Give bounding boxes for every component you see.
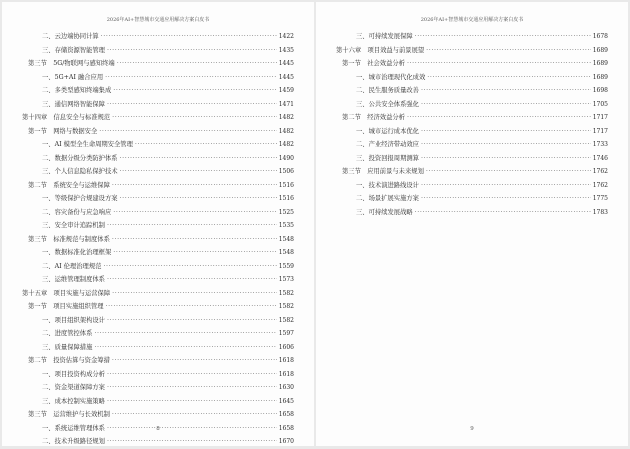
toc-entry-page-number: 1506 xyxy=(278,168,294,175)
toc-entry-page-number: 1525 xyxy=(278,208,294,216)
toc-entry-page-number: 1733 xyxy=(592,141,608,148)
toc-entry-title: 二、进度管控体系 xyxy=(42,330,93,337)
toc-entry-title: 三、质量保障措施 xyxy=(42,343,93,351)
toc-entry-page-number: 1775 xyxy=(592,195,608,202)
dot-leader xyxy=(101,30,277,44)
dot-leader xyxy=(120,192,277,206)
toc-entry-page-number: 1658 xyxy=(278,411,294,418)
dot-leader xyxy=(99,125,276,139)
toc-entry-page-number: 1535 xyxy=(278,222,294,229)
toc-entry-page-number: 1490 xyxy=(278,154,294,162)
toc-entry[interactable] xyxy=(22,246,294,260)
toc-entry[interactable] xyxy=(22,435,294,449)
toc-entry-page-number: 1422 xyxy=(278,33,294,40)
dot-leader xyxy=(112,287,277,301)
dot-leader xyxy=(427,71,590,85)
toc-entry-title: 一、项目组织架构设计 xyxy=(42,316,105,324)
toc-entry-title: 第一节 社会效益分析 xyxy=(342,60,405,67)
toc-entry-title: 二、民生服务质量改善 xyxy=(356,87,419,94)
toc-entry-title: 一、技术演进路线设计 xyxy=(356,181,419,189)
toc-entry[interactable] xyxy=(336,111,608,125)
dot-leader xyxy=(103,260,276,274)
dot-leader xyxy=(94,327,276,341)
toc-entry-page-number: 1482 xyxy=(278,127,294,135)
toc-entry[interactable] xyxy=(22,381,294,395)
toc-entry-title: 一、城市运行成本优化 xyxy=(356,127,419,135)
page-header: 2026年AI+智慧城市交通应用解决方案白皮书 xyxy=(420,17,524,23)
toc-entry[interactable] xyxy=(22,44,294,58)
toc-entry[interactable] xyxy=(336,179,608,193)
toc-entry-page-number: 1559 xyxy=(278,262,294,270)
toc-entry[interactable] xyxy=(336,125,608,139)
toc-entry-title: 三、存储资源智能管理 xyxy=(42,46,105,54)
toc-entry-title: 一、5G+AI 融合应用 xyxy=(42,73,104,81)
dot-leader xyxy=(94,341,276,355)
dot-leader xyxy=(112,233,277,247)
toc-entry[interactable] xyxy=(22,30,294,44)
toc-page-left xyxy=(2,2,314,446)
toc-entry-page-number: 1582 xyxy=(278,316,294,324)
dot-leader xyxy=(135,138,277,152)
toc-entry-page-number: 1630 xyxy=(278,384,294,391)
toc-entry[interactable] xyxy=(22,192,294,206)
toc-entry[interactable] xyxy=(22,300,294,314)
dot-leader xyxy=(421,84,591,98)
toc-entry-title: 第一节 网络与数据安全 xyxy=(28,127,98,135)
toc-entry-page-number: 1658 xyxy=(278,424,294,432)
dot-leader xyxy=(120,152,277,166)
page-number: 8 xyxy=(156,426,160,432)
toc-entry-page-number: 1717 xyxy=(592,114,608,121)
dot-leader xyxy=(105,71,277,85)
toc-entry-title: 三、运维管理制度体系 xyxy=(42,276,105,283)
dot-leader xyxy=(426,165,591,179)
toc-entry-title: 二、资金渠道保障方案 xyxy=(42,384,105,391)
dot-leader xyxy=(120,165,277,179)
toc-entry-page-number: 1582 xyxy=(278,289,294,297)
toc-entry-title: 一、AI 模型全生命周期安全管理 xyxy=(42,141,133,148)
toc-entry[interactable] xyxy=(22,138,294,152)
toc-entry-title: 第十六章 项目效益与前景展望 xyxy=(336,46,425,54)
toc-entry-title: 三、成本控制实施策略 xyxy=(42,397,105,405)
toc-entry[interactable] xyxy=(22,395,294,409)
toc-entry-page-number: 1689 xyxy=(592,46,608,54)
toc-entry[interactable] xyxy=(22,57,294,71)
toc-entry[interactable] xyxy=(22,206,294,220)
toc-entry-title: 第二节 经济效益分析 xyxy=(342,114,405,121)
dot-leader xyxy=(107,219,277,233)
toc-entry-title: 三、个人信息隐私保护技术 xyxy=(42,168,118,175)
dot-leader xyxy=(107,98,277,112)
toc-entry[interactable] xyxy=(22,111,294,125)
toc-entry-page-number: 1471 xyxy=(278,100,294,108)
dot-leader xyxy=(426,44,591,58)
toc-entry[interactable] xyxy=(22,341,294,355)
toc-entry[interactable] xyxy=(336,206,608,220)
dot-leader xyxy=(117,57,277,71)
toc-entry-page-number: 1689 xyxy=(592,60,608,67)
toc-entry-page-number: 1645 xyxy=(278,397,294,405)
dot-leader xyxy=(415,30,591,44)
dot-leader xyxy=(112,111,277,125)
toc-entry[interactable] xyxy=(22,327,294,341)
toc-entry-title: 三、公共安全体系强化 xyxy=(356,100,419,108)
toc-entry[interactable] xyxy=(336,71,608,85)
toc-entry-page-number: 1459 xyxy=(278,87,294,94)
toc-entry-title: 第二节 系统安全与运维保障 xyxy=(28,181,110,189)
dot-leader xyxy=(421,98,591,112)
toc-entry-title: 一、系统运维管理体系 xyxy=(42,424,105,432)
toc-entry[interactable] xyxy=(22,179,294,193)
page-number: 9 xyxy=(470,426,474,432)
toc-entry[interactable] xyxy=(22,71,294,85)
toc-entry-page-number: 1746 xyxy=(592,154,608,162)
toc-entry-title: 一、数据标准化治理框架 xyxy=(42,249,112,256)
toc-entry-page-number: 1445 xyxy=(278,60,294,67)
toc-entry[interactable] xyxy=(336,44,608,58)
toc-entry-title: 第十五章 项目实施与运营保障 xyxy=(22,289,111,297)
toc-entry-page-number: 1618 xyxy=(278,357,294,364)
dot-leader xyxy=(112,354,277,368)
dot-leader xyxy=(421,138,591,152)
toc-entry-title: 二、云边端协同计算 xyxy=(42,33,99,40)
dot-leader xyxy=(107,435,277,449)
toc-entry-title: 二、数据分级分类防护体系 xyxy=(42,154,118,162)
dot-leader xyxy=(421,125,591,139)
toc-entry[interactable] xyxy=(336,165,608,179)
dot-leader xyxy=(407,111,591,125)
toc-entry-title: 第三节 运营维护与长效机制 xyxy=(28,411,110,418)
toc-entry-title: 三、安全审计追踪机制 xyxy=(42,222,105,229)
toc-entry-title: 三、可持续发展保障 xyxy=(356,33,413,40)
toc-entry[interactable] xyxy=(336,57,608,71)
toc-entry[interactable] xyxy=(336,192,608,206)
toc-entry[interactable] xyxy=(336,138,608,152)
page-header: 2026年AI+智慧城市交通应用解决方案白皮书 xyxy=(106,17,210,23)
toc-entry-title: 二、场景扩展实施方案 xyxy=(356,195,419,202)
toc-entry-title: 第二节 投资估算与资金筹措 xyxy=(28,357,110,364)
toc-entry[interactable] xyxy=(22,98,294,112)
toc-entry[interactable] xyxy=(22,165,294,179)
toc-entry-title: 二、容灾备份与应急响应 xyxy=(42,208,112,216)
toc-entry[interactable] xyxy=(22,287,294,301)
toc-entry[interactable] xyxy=(22,219,294,233)
dot-leader xyxy=(421,179,591,193)
dot-leader xyxy=(421,152,591,166)
toc-entry[interactable] xyxy=(22,273,294,287)
toc-entry-title: 三、通信网络智能保障 xyxy=(42,100,105,108)
dot-leader xyxy=(107,381,277,395)
toc-entry-page-number: 1762 xyxy=(592,181,608,189)
toc-list xyxy=(22,30,294,449)
toc-entry[interactable] xyxy=(22,260,294,274)
toc-list xyxy=(336,30,608,219)
toc-entry[interactable] xyxy=(22,84,294,98)
toc-entry[interactable] xyxy=(336,30,608,44)
dot-leader xyxy=(112,408,277,422)
toc-entry-title: 一、城市治理现代化成效 xyxy=(356,73,426,81)
dot-leader xyxy=(112,179,277,193)
toc-entry-title: 第一节 项目实施组织管理 xyxy=(28,303,104,310)
toc-entry[interactable] xyxy=(22,233,294,247)
toc-entry-title: 二、AI 伦理治理规范 xyxy=(42,262,102,270)
toc-entry-page-number: 1548 xyxy=(278,235,294,243)
toc-entry-page-number: 1597 xyxy=(278,330,294,337)
dot-leader xyxy=(421,192,591,206)
toc-entry-title: 三、投资回报周期测算 xyxy=(356,154,419,162)
dot-leader xyxy=(107,44,277,58)
toc-entry-page-number: 1606 xyxy=(278,343,294,351)
toc-entry[interactable] xyxy=(22,354,294,368)
toc-entry[interactable] xyxy=(22,368,294,382)
toc-entry-title: 第三节 5G/物联网与感知终端 xyxy=(28,60,115,67)
toc-entry-page-number: 1482 xyxy=(278,141,294,148)
toc-entry-page-number: 1705 xyxy=(592,100,608,108)
toc-entry[interactable] xyxy=(22,125,294,139)
toc-entry-title: 第三节 标准规范与制度体系 xyxy=(28,235,110,243)
toc-entry-title: 二、技术升级路径规划 xyxy=(42,438,105,445)
toc-entry-page-number: 1435 xyxy=(278,46,294,54)
toc-entry-title: 一、项目投资构成分析 xyxy=(42,370,105,378)
dot-leader xyxy=(113,84,276,98)
toc-entry-title: 三、可持续发展战略 xyxy=(356,208,413,216)
toc-entry-page-number: 1573 xyxy=(278,276,294,283)
toc-entry[interactable] xyxy=(336,98,608,112)
dot-leader xyxy=(107,273,277,287)
toc-entry-page-number: 1698 xyxy=(592,87,608,94)
toc-entry-page-number: 1783 xyxy=(592,208,608,216)
toc-entry-page-number: 1548 xyxy=(278,249,294,256)
dot-leader xyxy=(113,246,276,260)
dot-leader xyxy=(107,395,277,409)
toc-entry-title: 第三节 应用前景与未来规划 xyxy=(342,168,424,175)
toc-entry[interactable] xyxy=(336,84,608,98)
toc-entry-page-number: 1482 xyxy=(278,114,294,121)
toc-entry-title: 第十四章 信息安全与标准规范 xyxy=(22,114,111,121)
toc-entry[interactable] xyxy=(22,152,294,166)
toc-entry-page-number: 1445 xyxy=(278,73,294,81)
toc-entry-page-number: 1717 xyxy=(592,127,608,135)
dot-leader xyxy=(107,314,277,328)
toc-entry-page-number: 1516 xyxy=(278,195,294,202)
toc-entry-page-number: 1689 xyxy=(592,73,608,81)
toc-entry-title: 一、等级保护合规建设方案 xyxy=(42,195,118,202)
toc-entry-page-number: 1582 xyxy=(278,303,294,310)
toc-entry-page-number: 1678 xyxy=(592,33,608,40)
dot-leader xyxy=(106,300,277,314)
toc-entry-title: 二、多类型感知终端集成 xyxy=(42,87,112,94)
toc-page-right xyxy=(316,2,628,446)
toc-entry-page-number: 1762 xyxy=(592,168,608,175)
toc-entry-page-number: 1516 xyxy=(278,181,294,189)
toc-entry-page-number: 1618 xyxy=(278,370,294,378)
toc-entry[interactable] xyxy=(336,152,608,166)
toc-entry-title: 二、产业经济带动效应 xyxy=(356,141,419,148)
toc-entry[interactable] xyxy=(22,314,294,328)
dot-leader xyxy=(107,368,277,382)
dot-leader xyxy=(415,206,591,220)
toc-entry-page-number: 1670 xyxy=(278,438,294,445)
dot-leader xyxy=(113,206,276,220)
dot-leader xyxy=(407,57,591,71)
toc-entry[interactable] xyxy=(22,408,294,422)
